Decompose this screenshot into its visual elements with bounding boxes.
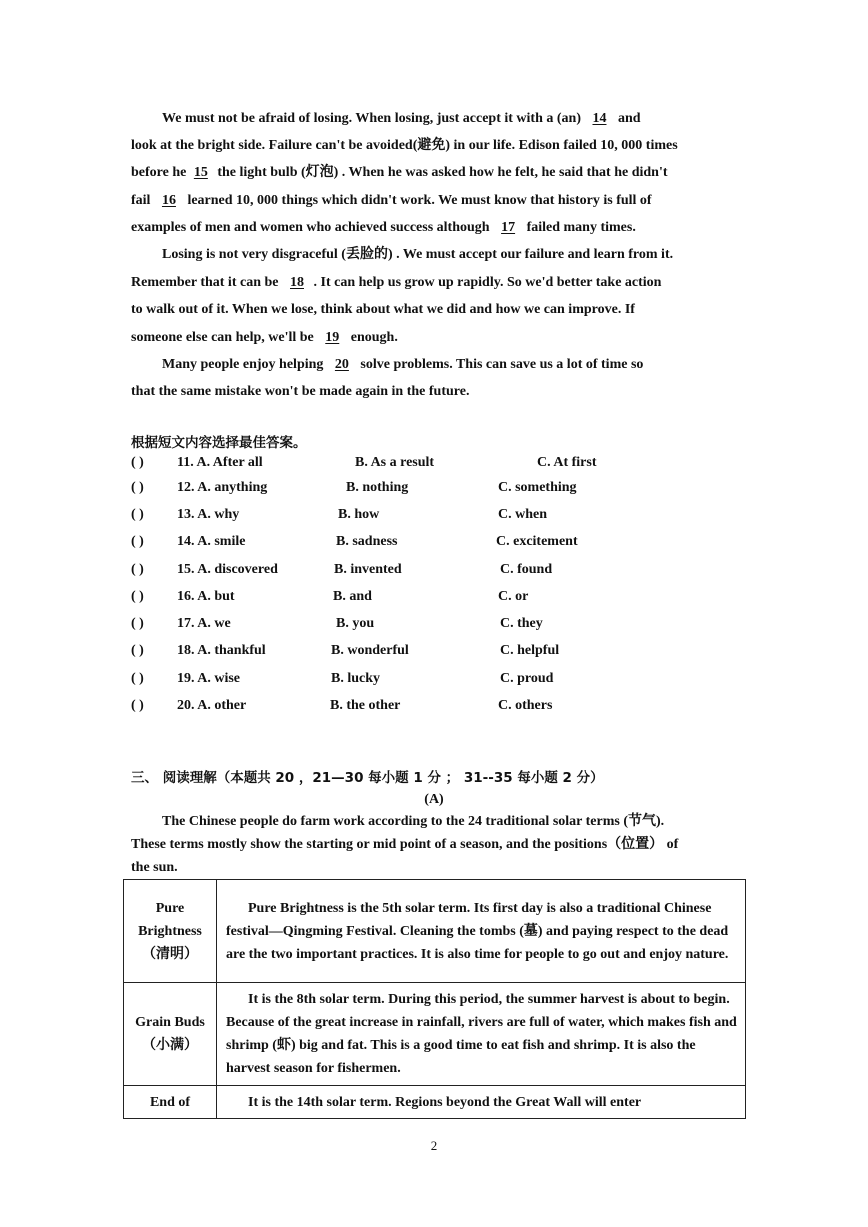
text: We must not be afraid of losing. When losing, just accept it with a (an)	[162, 111, 581, 126]
blank-16: 16	[161, 193, 176, 208]
p1-line1	[162, 109, 641, 129]
text: Many people enjoy helping	[162, 357, 324, 372]
term-name-cell	[124, 880, 217, 983]
text: solve problems. This can save us a lot of time so	[360, 357, 644, 372]
blank-14: 14	[592, 111, 607, 126]
option-b: B. you	[336, 616, 375, 631]
term-desc-cell	[217, 880, 746, 983]
answer-paren: ( )	[131, 698, 144, 713]
option-c: C. others	[498, 698, 553, 713]
answer-paren: ( )	[131, 507, 144, 522]
option-b: B. how	[338, 507, 380, 522]
text: someone else can help, we'll be	[131, 330, 314, 345]
option-a: 16. A. but	[177, 589, 235, 604]
option-a: 20. A. other	[177, 698, 247, 713]
option-a: 12. A. anything	[177, 480, 268, 495]
answer-paren: ( )	[131, 671, 144, 686]
term-name-cell	[124, 1086, 217, 1119]
option-a: 14. A. smile	[177, 534, 246, 549]
term-desc-cell	[217, 1086, 746, 1119]
blank-20: 20	[334, 357, 349, 372]
p2-line4	[131, 328, 398, 348]
option-c: C. found	[500, 562, 553, 577]
p1-line4	[131, 191, 652, 211]
page-number: 2	[430, 1138, 438, 1153]
option-c: C. At first	[537, 455, 597, 470]
p2-line1: Losing is not very disgraceful (丢脸的) . We must accept our failure and learn from it.	[162, 247, 674, 262]
intro-line1: The Chinese people do farm work according to the 24 traditional solar terms (节气).	[162, 814, 665, 829]
answer-paren: ( )	[131, 562, 144, 577]
text: enough.	[350, 330, 398, 345]
blank-15: 15	[193, 165, 208, 180]
option-a: 11. A. After all	[177, 455, 263, 470]
term-desc: It is the 8th solar term. During this period, the summer harvest is about to begin. Because of the great increase in rainfall, rivers are full of water, which makes fish and shrimp (虾) big and fat. This is a good time to eat fish and shrimp. It is also the harvest season for fishermen.	[226, 992, 737, 1076]
option-b: B. and	[333, 589, 372, 604]
table-row	[124, 1086, 746, 1119]
term-name-cell	[124, 983, 217, 1086]
option-a: 19. A. wise	[177, 671, 240, 686]
intro-line3: the sun.	[131, 860, 178, 875]
option-c: C. helpful	[500, 643, 560, 658]
blank-18: 18	[290, 275, 304, 290]
term-name-cn: （小满）	[142, 1038, 198, 1053]
option-c: C. proud	[500, 671, 554, 686]
option-c: C. they	[500, 616, 543, 631]
option-b: B. wonderful	[331, 643, 409, 658]
instruction: 根据短文内容选择最佳答案。	[131, 435, 307, 451]
blank-19: 19	[325, 330, 340, 345]
term-name: End of	[149, 1094, 191, 1110]
p1-line2: look at the bright side. Failure can't be avoided(避免) in our life. Edison failed 10, 000 times	[131, 138, 678, 153]
p2-line2	[131, 273, 661, 293]
option-c: C. excitement	[496, 534, 578, 549]
p2-line3: to walk out of it. When we lose, think about what we did and how we can improve. If	[131, 302, 635, 317]
option-b: B. As a result	[355, 455, 435, 470]
answer-paren: ( )	[131, 643, 144, 658]
text: . It can help us grow up rapidly. So we'd better take action	[313, 275, 662, 290]
text: the light bulb (灯泡) . When he was asked how he felt, he said that he didn't	[217, 165, 668, 180]
solar-terms-table	[123, 879, 746, 1119]
term-desc-cell	[217, 983, 746, 1086]
option-a: 15. A. discovered	[177, 562, 278, 577]
term-name: Pure	[155, 900, 185, 916]
option-b: B. lucky	[331, 671, 381, 686]
option-a: 13. A. why	[177, 507, 240, 522]
option-b: B. sadness	[336, 534, 398, 549]
text: failed many times.	[526, 220, 636, 235]
option-a: 18. A. thankful	[177, 643, 266, 658]
table-row	[124, 983, 746, 1086]
option-b: B. the other	[330, 698, 401, 713]
option-a: 17. A. we	[177, 616, 231, 631]
answer-paren: ( )	[131, 480, 144, 495]
intro-line2: These terms mostly show the starting or mid point of a season, and the positions（位置） of	[131, 837, 679, 852]
term-name-cn: （清明）	[142, 946, 198, 962]
blank-17: 17	[501, 220, 516, 235]
text: Remember that it can be	[131, 275, 279, 290]
p3-line2: that the same mistake won't be made again in the future.	[131, 384, 470, 399]
option-b: B. nothing	[346, 480, 409, 495]
option-c: C. or	[498, 589, 529, 604]
text: before he	[131, 165, 187, 180]
answer-paren: ( )	[131, 616, 144, 631]
term-name: Brightness	[138, 923, 202, 939]
option-c: C. something	[498, 480, 577, 495]
term-desc: It is the 14th solar term. Regions beyond the Great Wall will enter	[248, 1094, 642, 1110]
answer-paren: ( )	[131, 534, 144, 549]
part-label: (A)	[424, 792, 444, 807]
text: examples of men and women who achieved success although	[131, 220, 490, 235]
p1-line3	[131, 163, 668, 183]
option-c: C. when	[498, 507, 548, 522]
term-desc: Pure Brightness is the 5th solar term. Its first day is also a traditional Chinese festival—Qingming Festival. Cleaning the tombs (墓) and paying respect to the dead are the two important practices. It is also time for people to go out and enjoy nature.	[226, 900, 729, 962]
section-heading: 三、 阅读理解（本题共 20 ，21—30 每小题 1 分 ； 31--35 每小题 2 分）	[131, 770, 604, 786]
text: fail	[131, 193, 151, 208]
answer-paren: ( )	[131, 455, 144, 470]
text: and	[617, 111, 641, 126]
text: learned 10, 000 things which didn't work. We must know that history is full of	[187, 193, 652, 208]
term-name: Grain Buds	[135, 1015, 205, 1030]
option-b: B. invented	[334, 562, 402, 577]
answer-paren: ( )	[131, 589, 144, 604]
p3-line1	[162, 355, 643, 375]
table-row	[124, 880, 746, 983]
p1-line5	[131, 218, 636, 238]
